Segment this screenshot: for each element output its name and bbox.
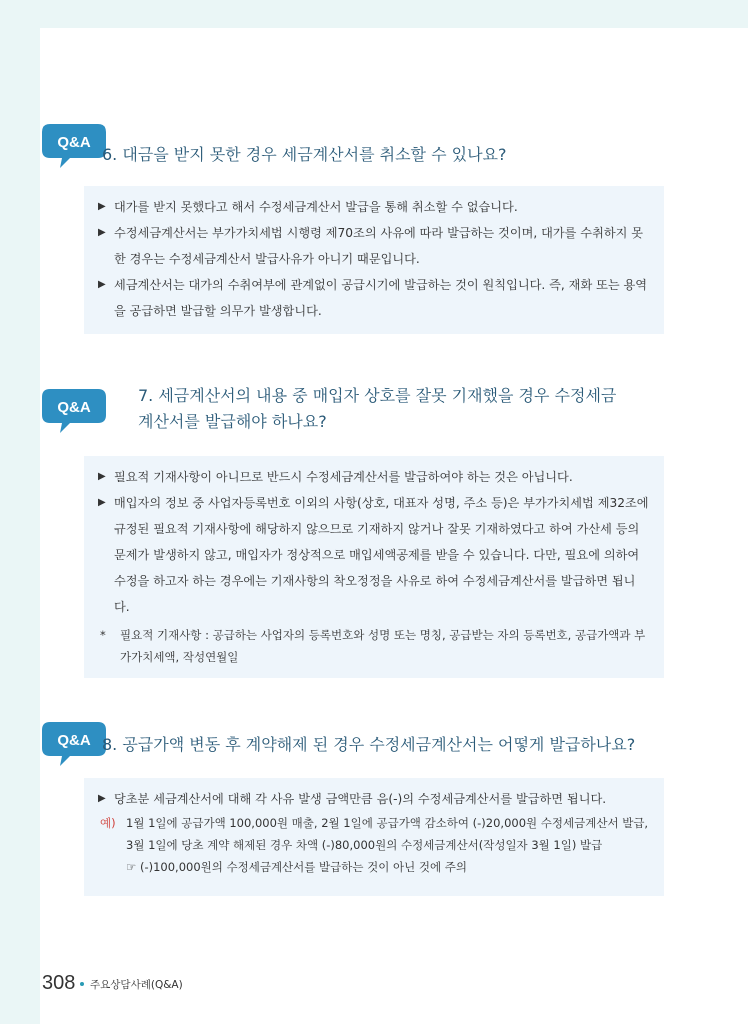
triangle-bullet-icon: ▶ [98, 471, 106, 482]
footnote-label: 필요적 기재사항 : [120, 628, 209, 642]
answer-item: ▶ 수정세금계산서는 부가가치세법 시행령 제70조의 사유에 따라 발급하는 것이며, 대가를 수취하지 못한 경우는 수정세금계산서 발급사유가 아니기 때문입니다. [98, 220, 650, 272]
example-mark: 예) [100, 816, 116, 830]
question-title: 8. 공급가액 변동 후 계약해제 된 경우 수정세금계산서는 어떻게 발급하나요? [102, 735, 636, 754]
answer-box-7 [84, 456, 664, 678]
qa-badge-icon [40, 120, 110, 170]
triangle-bullet-icon: ▶ [98, 279, 106, 290]
triangle-bullet-icon: ▶ [98, 793, 106, 804]
answer-item: ▶ 세금계산서는 대가의 수취여부에 관계없이 공급시기에 발급하는 것이 원칙입니다. 즉, 재화 또는 용역을 공급하면 발급할 의무가 발생합니다. [98, 272, 650, 324]
footer-dot-icon [80, 982, 84, 986]
example [98, 812, 650, 856]
svg-text:Q&A: Q&A [57, 134, 91, 151]
triangle-bullet-icon: ▶ [98, 227, 106, 238]
answer-item: ▶ 대가를 받지 못했다고 해서 수정세금계산서 발급을 통해 취소할 수 없습니다. [98, 194, 650, 220]
footer-section-title: 주요상담사례(Q&A) [90, 979, 183, 991]
answer-item: ▶ 당초분 세금계산서에 대해 각 사유 발생 금액만큼 음(-)의 수정세금계산서를 발급하면 됩니다. [98, 786, 650, 812]
footnote: * 필요적 기재사항 : 공급하는 사업자의 등록번호와 성명 또는 명칭, 공급받는 자의 등록번호, 공급가액과 부가가치세액, 작성연월일 [98, 624, 650, 668]
footnote-text: 공급하는 사업자의 등록번호와 성명 또는 명칭, 공급받는 자의 등록번호, 공급가액과 부가가치세액, 작성연월일 [120, 628, 646, 664]
question-title: 6. 대금을 받지 못한 경우 세금계산서를 취소할 수 있나요? [102, 145, 507, 164]
pointing-hand-note: ☞ (-)100,000원의 수정세금계산서를 발급하는 것이 아닌 것에 주의 [126, 860, 467, 874]
question-title: 7. 세금계산서의 내용 중 매입자 상호를 잘못 기재했을 경우 수정세금계산서를 발급해야 하나요? [138, 386, 617, 431]
triangle-bullet-icon: ▶ [98, 497, 106, 508]
qa-badge-icon [40, 718, 110, 768]
answer-box-8 [84, 778, 664, 896]
svg-text:Q&A: Q&A [57, 732, 91, 749]
answer-item: ▶ 필요적 기재사항이 아니므로 반드시 수정세금계산서를 발급하여야 하는 것은 아닙니다. [98, 464, 650, 490]
example-text: 1월 1일에 공급가액 100,000원 매출, 2월 1일에 공급가액 감소하여 (-)20,000원 수정세금계산서 발급, 3월 1일에 당초 계약 해제된 경우 차액 (-)80,000원의 수정세금계산서(작성일자 3월 1일) 발급 [126, 816, 649, 852]
page-number: 308 [42, 972, 76, 994]
svg-text:Q&A: Q&A [57, 399, 91, 416]
answer-item: ▶ 매입자의 정보 중 사업자등록번호 이외의 사항(상호, 대표자 성명, 주소 등)은 부가가치세법 제32조에 규정된 필요적 기재사항에 해당하지 않으므로 기재하지 않거나 잘못 기재하였다고 하여 가산세 등의 문제가 발생하지 않고, 매입자가 정상적으로 매입세액공제를 받을 수 있습니다. 다만, 필요에 의하여 수정을 하고자 하는 경우에는 기재사항의 착오정정을 사유로 하여 수정세금계산서를 발급하면 됩니다. [98, 490, 650, 620]
qa-badge-icon [40, 385, 110, 435]
triangle-bullet-icon: ▶ [98, 201, 106, 212]
answer-box-6 [84, 186, 664, 334]
